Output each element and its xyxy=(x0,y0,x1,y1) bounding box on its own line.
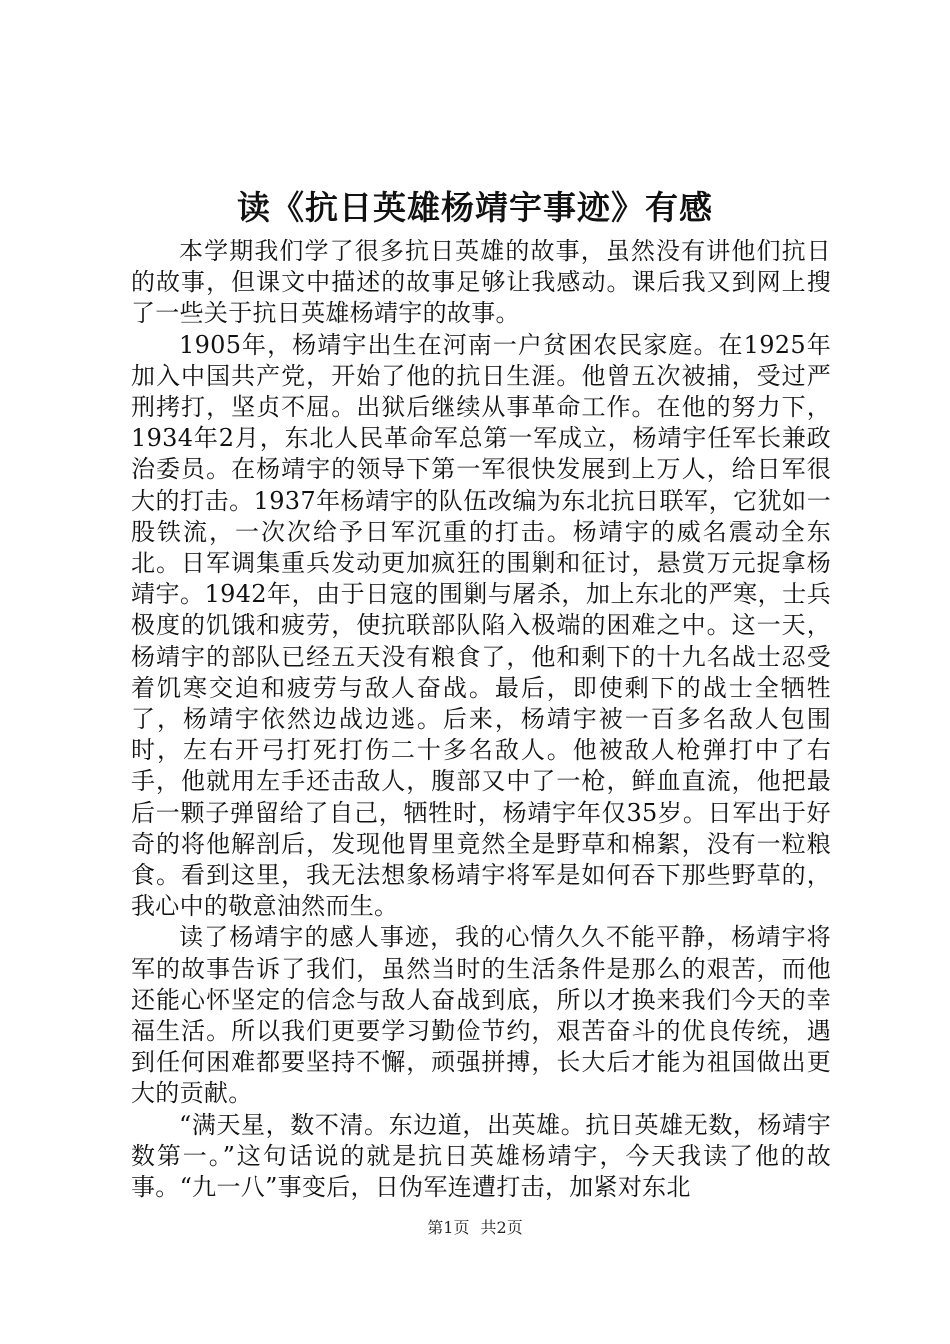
page-footer xyxy=(0,1216,950,1240)
paragraph-folk-rhyme: “满天星，数不清。东边道，出英雄。抗日英雄无数，杨靖宇数第一。”这句话说的就是抗日英雄杨靖宇，今天我读了他的故事。“九一八”事变后，日伪军连遭打击，加紧对东北 xyxy=(131,1110,831,1202)
page-total: 共2页 xyxy=(480,1218,523,1237)
paragraph-biography: 1905年，杨靖宇出生在河南一户贫困农民家庭。在1925年加入中国共产党，开始了他的抗日生涯。他曾五次被捕，受过严刑拷打，坚贞不屈。出狱后继续从事革命工作。在他的努力下，1934年2月，东北人民革命军总第一军成立，杨靖宇任军长兼政治委员。在杨靖宇的领导下第一军很快发展到上万人，给日军很大的打击。1937年杨靖宇的队伍改编为东北抗日联军，它犹如一股铁流，一次次给予日军沉重的打击。杨靖宇的威名震动全东北。日军调集重兵发动更加疯狂的围剿和征讨，悬赏万元捉拿杨靖宇。1942年，由于日寇的围剿与屠杀，加上东北的严寒，士兵极度的饥饿和疲劳，使抗联部队陷入极端的困难之中。这一天，杨靖宇的部队已经五天没有粮食了，他和剩下的十九名战士忍受着饥寒交迫和疲劳与敌人奋战。最后，即使剩下的战士全牺牲了，杨靖宇依然边战边逃。后来，杨靖宇被一百多名敌人包围时，左右开弓打死打伤二十多名敌人。他被敌人枪弹打中了右手，他就用左手还击敌人，腹部又中了一枪，鲜血直流，他把最后一颗子弹留给了自己，牺牲时，杨靖宇年仅35岁。日军出于好奇的将他解剖后，发现他胃里竟然全是野草和棉絮，没有一粒粮食。看到这里，我无法想象杨靖宇将军是如何吞下那些野草的，我心中的敬意油然而生。 xyxy=(131,330,831,921)
paragraph-intro: 本学期我们学了很多抗日英雄的故事，虽然没有讲他们抗日的故事，但课文中描述的故事足够让我感动。课后我又到网上搜了一些关于抗日英雄杨靖宇的故事。 xyxy=(131,237,831,328)
document-title: 读《抗日英雄杨靖宇事迹》有感 xyxy=(237,188,713,227)
paragraph-reflection: 读了杨靖宇的感人事迹，我的心情久久不能平静，杨靖宇将军的故事告诉了我们，虽然当时的生活条件是那么的艰苦，而他还能心怀坚定的信念与敌人奋战到底，所以才换来我们今天的幸福生活。所以我们更要学习勤俭节约，艰苦奋斗的优良传统，遇到任何困难都要坚持不懈，顽强拼搏，长大后才能为祖国做出更大的贡献。 xyxy=(131,923,831,1108)
page-number: 第1页 xyxy=(427,1218,470,1237)
document-body xyxy=(131,236,831,1203)
